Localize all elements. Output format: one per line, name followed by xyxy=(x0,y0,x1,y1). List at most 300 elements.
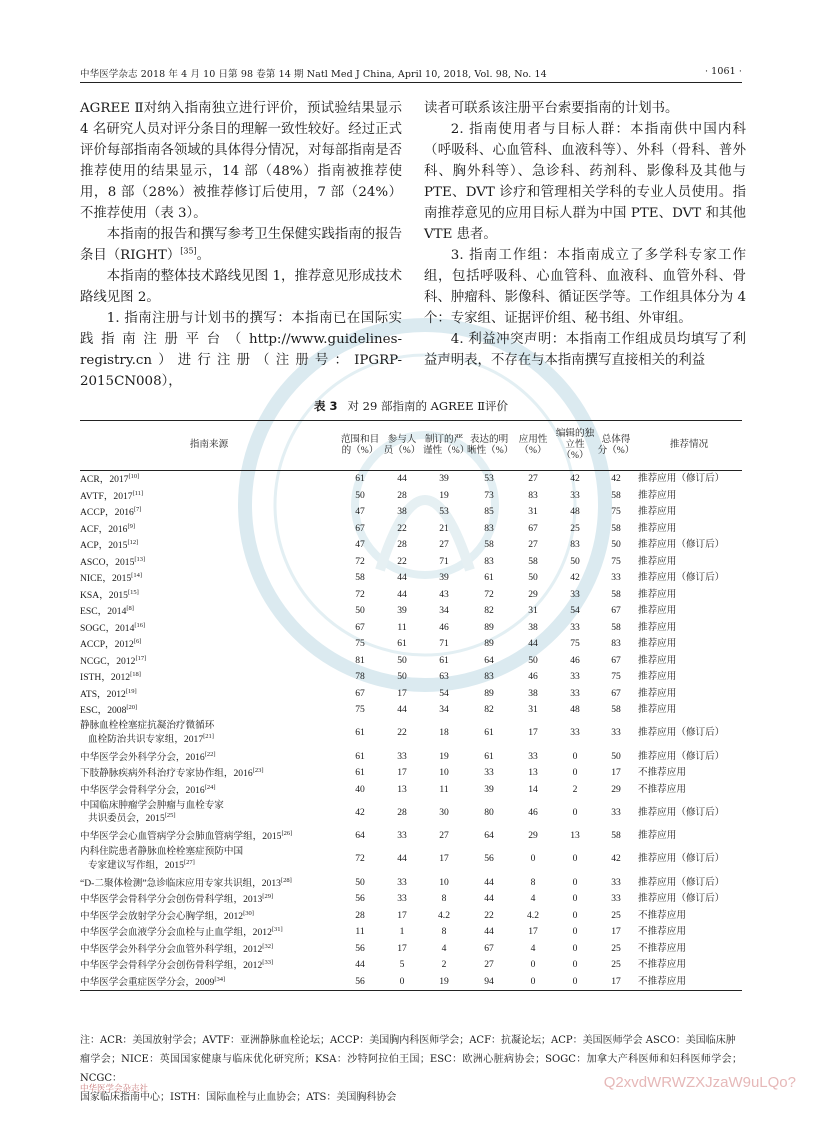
cell-recommendation: 不推荐应用 xyxy=(638,942,686,954)
paragraph: 本指南的整体技术路线见图 1，推荐意见形成技术路线见图 2。 xyxy=(80,269,402,305)
cell-source: 中华医学会骨科学分会创伤骨科学组，2013[29] xyxy=(80,893,274,906)
cell-score: 33 xyxy=(570,489,580,501)
cell-score: 72 xyxy=(484,588,494,600)
cell-source: 中华医学会外科学分会，2016[22] xyxy=(80,750,216,764)
cell-score: 83 xyxy=(484,671,494,682)
cell-score: 27 xyxy=(439,830,449,841)
cell-recommendation: 推荐应用 xyxy=(638,522,677,534)
table-row xyxy=(80,471,742,488)
header-rule xyxy=(80,82,742,83)
cell-score: 22 xyxy=(397,555,407,567)
cell-score: 42 xyxy=(355,806,365,818)
cell-source: 中华医学会重症医学分会，2009[34] xyxy=(80,974,338,991)
cell-score: 50 xyxy=(355,489,365,501)
cell-score: 33 xyxy=(570,687,580,699)
cell-score: 85 xyxy=(484,506,494,517)
cell-source: 中华医学会血液学分会血栓与止血学组，2012[31] xyxy=(80,926,283,939)
table-row xyxy=(80,924,742,941)
cell-score: 33 xyxy=(570,727,580,739)
cell-score: 0 xyxy=(382,974,422,991)
table-row xyxy=(80,875,742,892)
cell-recommendation: 推荐应用 xyxy=(638,605,677,616)
header-applicability: 应用性（%） xyxy=(512,421,554,471)
cell-recommendation: 推荐应用（修订后） xyxy=(638,893,725,904)
table-row xyxy=(80,702,742,719)
cell-score: 58 xyxy=(611,522,621,534)
cell-score: 83 xyxy=(484,555,494,567)
cell-score: 17 xyxy=(397,687,407,699)
cell-score: 83 xyxy=(484,522,494,534)
cell-score: 31 xyxy=(528,506,538,517)
cell-score: 5 xyxy=(399,959,405,970)
cell-score: 8 xyxy=(530,876,536,888)
cell-recommendation: 推荐应用 xyxy=(638,830,677,841)
cell-score: 28 xyxy=(397,806,407,818)
cell-score: 50 xyxy=(355,605,365,616)
table-row xyxy=(80,669,742,686)
cell-score: 18 xyxy=(439,727,449,739)
cell-score: 75 xyxy=(611,555,621,567)
cell-score: 46 xyxy=(439,621,449,633)
cell-score: 19 xyxy=(439,489,449,501)
cell-score: 56 xyxy=(338,974,382,991)
table-row xyxy=(80,653,742,670)
cell-score: 17 xyxy=(611,767,621,778)
cell-score: 83 xyxy=(611,638,621,649)
cell-score: 39 xyxy=(439,473,449,484)
cell-score: 67 xyxy=(355,687,365,699)
cell-score: 56 xyxy=(484,853,494,865)
cell-score: 75 xyxy=(355,638,365,649)
cell-score: 25 xyxy=(611,942,621,954)
cell-source: 中华医学会外科学分会血管外科学组，2012[32] xyxy=(80,942,274,956)
cell-score: 27 xyxy=(528,473,538,484)
cell-score: 0 xyxy=(572,853,578,865)
cell-score: 44 xyxy=(484,893,494,904)
cell-recommendation: 不推荐应用 xyxy=(638,783,686,795)
table-row xyxy=(80,845,742,875)
cell-score: 71 xyxy=(439,555,449,567)
cell-score: 25 xyxy=(570,522,580,534)
cell-score: 33 xyxy=(397,830,407,841)
cell-score: 67 xyxy=(611,687,621,699)
cell-score: 27 xyxy=(439,539,449,550)
cell-recommendation: 不推荐应用 xyxy=(638,959,686,970)
paragraph: 本指南的报告和撰写参考卫生保健实践指南的报告条目（RIGHT）[35]。 xyxy=(80,227,402,263)
table-label: 表 3 xyxy=(313,399,338,413)
cell-score: 4 xyxy=(530,942,536,954)
cell-recommendation: 不推荐应用 xyxy=(638,926,686,937)
cell-score: 61 xyxy=(484,750,494,762)
cell-recommendation: 推荐应用（修订后） xyxy=(638,876,725,888)
cell-score: 61 xyxy=(484,572,494,583)
cell-score: 89 xyxy=(484,687,494,699)
cell-score: 58 xyxy=(611,489,621,501)
cell-score: 33 xyxy=(611,893,621,904)
table-row xyxy=(80,554,742,571)
cell-score: 17 xyxy=(528,727,538,739)
cell-score: 42 xyxy=(611,473,621,484)
cell-score: 11 xyxy=(397,621,407,633)
cell-score: 75 xyxy=(570,638,580,649)
cell-recommendation: 推荐应用（修订后） xyxy=(638,853,725,865)
note-line: 国家临床指南中心；ISTH：国际血栓与止血协会；ATS：美国胸科协会 xyxy=(80,1092,397,1103)
paragraph: 3. 指南工作组：本指南成立了多学科专家工作组，包括呼吸科、心血管科、血液科、血管外科、骨科、肿瘤科、影像科、循证医学等。工作组具体分为 4 个：专家组、证据评价组、秘书组、外审组。 xyxy=(424,248,746,326)
table-row xyxy=(80,719,742,749)
table-caption xyxy=(80,398,742,414)
cell-score: 50 xyxy=(570,555,580,567)
table-row xyxy=(80,686,742,703)
cell-score: 34 xyxy=(439,704,449,715)
cell-recommendation: 推荐应用（修订后） xyxy=(638,727,725,739)
cell-score: 50 xyxy=(528,654,538,666)
cell-score: 0 xyxy=(572,750,578,762)
cell-recommendation: 推荐应用 xyxy=(638,687,677,699)
cell-score: 46 xyxy=(528,671,538,682)
cell-score: 33 xyxy=(484,767,494,778)
cell-score: 82 xyxy=(484,605,494,616)
table-row xyxy=(80,636,742,653)
cell-score: 42 xyxy=(570,473,580,484)
cell-score: 0 xyxy=(572,959,578,970)
cell-score: 33 xyxy=(611,806,621,818)
table-note xyxy=(80,1031,742,1107)
cell-recommendation: 推荐应用 xyxy=(638,704,677,715)
cell-source: 静脉血栓栓塞症抗凝治疗微循环 血栓防治共识专家组，2017[21] xyxy=(80,720,215,746)
table-row xyxy=(80,537,742,554)
note-line: 注：ACR：美国放射学会；AVTF：亚洲静脉血栓论坛；ACCP：美国胸内科医师学会；ACF：抗凝论坛；ACP：美国医师学会 ASCO：美国临床肿 xyxy=(80,1035,736,1046)
cell-score: 27 xyxy=(528,539,538,550)
cell-score: 58 xyxy=(611,830,621,841)
cell-score: 13 xyxy=(528,767,538,778)
publisher-logo: 中华医学会杂志社 xyxy=(80,1084,149,1094)
cell-recommendation: 推荐应用 xyxy=(638,638,677,649)
cell-score: 44 xyxy=(397,704,407,715)
cell-score: 4 xyxy=(441,942,447,954)
cell-score: 34 xyxy=(439,605,449,616)
table-row xyxy=(80,908,742,925)
cell-source: ACP，2015[12] xyxy=(80,539,139,552)
cell-score: 75 xyxy=(355,704,365,715)
cell-score: 27 xyxy=(484,959,494,970)
cell-score: 28 xyxy=(397,489,407,501)
cell-recommendation: 推荐应用 xyxy=(638,654,677,666)
cell-score: 0 xyxy=(530,959,536,970)
cell-source: “D-二聚体检测”急诊临床应用专家共识组，2013[28] xyxy=(80,876,292,890)
cell-score: 28 xyxy=(355,909,365,921)
cell-recommendation: 推荐应用 xyxy=(638,555,677,567)
cell-score: 75 xyxy=(611,506,621,517)
cell-score: 50 xyxy=(355,876,365,888)
cell-source: KSA，2015[15] xyxy=(80,588,139,602)
cell-score: 63 xyxy=(439,671,449,682)
cell-recommendation: 推荐应用 xyxy=(638,621,677,633)
cell-source: ACCP，2016[7] xyxy=(80,506,142,519)
cell-score: 71 xyxy=(439,638,449,649)
paragraph: 读者可联系该注册平台索要指南的计划书。 xyxy=(424,101,679,116)
cell-score: 61 xyxy=(397,638,407,649)
cell-source: ACF，2016[9] xyxy=(80,522,136,536)
cell-recommendation: 推荐应用（修订后） xyxy=(638,750,725,762)
cell-score: 2 xyxy=(572,783,578,795)
journal-header: 中华医学杂志 2018 年 4 月 10 日第 98 卷第 14 期 Natl Med J China, April 10, 2018, Vol. 98, No. 14 xyxy=(80,69,547,80)
paragraph: AGREE Ⅱ对纳入指南独立进行评价，预试验结果显示 4 名研究人员对评分条目的理解一致性较好。经过正式评价每部指南各领域的具体得分情况，对每部指南是否推荐使用的结果显示，14 部（48%）指南被推荐使用，8 部（28%）被推荐修订后使用，7 部（24%）不推荐使用（表 3）。 xyxy=(80,101,402,221)
cell-score: 22 xyxy=(397,522,407,534)
cell-score: 0 xyxy=(572,893,578,904)
cell-score: 67 xyxy=(355,522,365,534)
cell-source: AVTF，2017[11] xyxy=(80,489,144,503)
cell-recommendation: 不推荐应用 xyxy=(638,909,686,921)
cell-score: 0 xyxy=(530,853,536,865)
cell-source: SOGC，2014[16] xyxy=(80,621,146,635)
cell-score: 42 xyxy=(570,572,580,583)
cell-score: 58 xyxy=(611,621,621,633)
cell-source: 中华医学会骨科学分会创伤骨科学组，2012[33] xyxy=(80,959,274,972)
cell-score: 50 xyxy=(611,750,621,762)
cell-score: 38 xyxy=(528,687,538,699)
cell-source: 内科住院患者静脉血栓栓塞症预防中国 专家建议写作组，2015[27] xyxy=(80,846,244,872)
cell-score: 10 xyxy=(439,876,449,888)
table-row xyxy=(80,782,742,799)
table-row xyxy=(80,798,742,828)
cell-score: 42 xyxy=(611,853,621,865)
paragraph: 2. 指南使用者与目标人群：本指南供中国内科（呼吸科、心血管科、血液科等）、外科（骨科、普外科、胸外科等）、急诊科、药剂科、影像科及其他与 PTE、DVT 诊疗和管理相关学科的专业人员使用。指南推荐意见的应用目标人群为中国 PTE、DVT 和其他 VTE 患者。 xyxy=(424,122,746,242)
cell-score: 25 xyxy=(611,909,621,921)
cell-score: 0 xyxy=(572,876,578,888)
cell-score: 46 xyxy=(528,806,538,818)
header-clarity: 表达的明晰性（%） xyxy=(466,421,512,471)
cell-score: 29 xyxy=(528,830,538,841)
cell-score: 13 xyxy=(397,783,407,795)
table-row xyxy=(80,891,742,908)
cell-source: NCGC，2012[17] xyxy=(80,654,147,668)
cell-score: 28 xyxy=(397,539,407,550)
cell-score: 31 xyxy=(528,605,538,616)
cell-score: 31 xyxy=(528,704,538,715)
cell-score: 56 xyxy=(355,893,365,904)
cell-score: 8 xyxy=(441,926,447,937)
table-row xyxy=(80,974,742,991)
cell-score: 33 xyxy=(397,893,407,904)
cell-score: 58 xyxy=(484,539,494,550)
cell-score: 8 xyxy=(441,893,447,904)
cell-score: 19 xyxy=(422,974,466,991)
cell-score: 46 xyxy=(570,654,580,666)
cell-score: 17 xyxy=(397,942,407,954)
cell-score: 54 xyxy=(570,605,580,616)
table-row xyxy=(80,828,742,845)
cell-score: 67 xyxy=(484,942,494,954)
cell-recommendation: 推荐应用（修订后） xyxy=(638,572,725,583)
header-overall: 总体得分（%） xyxy=(596,421,636,471)
cell-score: 4.2 xyxy=(527,909,539,921)
cell-score: 53 xyxy=(484,473,494,484)
cell-score: 44 xyxy=(397,572,407,583)
cell-score: 33 xyxy=(528,750,538,762)
cell-score: 0 xyxy=(554,974,596,991)
cell-score: 67 xyxy=(528,522,538,534)
right-column xyxy=(424,98,746,371)
cell-score: 17 xyxy=(397,909,407,921)
cell-score: 33 xyxy=(570,671,580,682)
cell-score: 4 xyxy=(530,893,536,904)
table-row xyxy=(80,587,742,604)
cell-source: 中国临床肿瘤学会肿瘤与血栓专家 共识委员会，2015[25] xyxy=(80,799,224,825)
cell-score: 13 xyxy=(570,830,580,841)
cell-score: 33 xyxy=(570,588,580,600)
cell-score: 61 xyxy=(355,727,365,739)
cell-score: 11 xyxy=(355,926,365,937)
left-column xyxy=(80,98,402,392)
watermark-code: Q2xvdWRWZXJzaW9uLQo? xyxy=(603,1074,796,1091)
table-row xyxy=(80,957,742,974)
cell-score: 1 xyxy=(399,926,405,937)
cell-score: 22 xyxy=(397,727,407,739)
cell-source: 下肢静脉疾病外科治疗专家协作组，2016[23] xyxy=(80,767,264,780)
cell-score: 43 xyxy=(439,588,449,600)
cell-score: 89 xyxy=(484,638,494,649)
cell-recommendation: 推荐应用 xyxy=(638,671,677,682)
cell-score: 83 xyxy=(570,539,580,550)
cell-score: 44 xyxy=(397,473,407,484)
cell-source: ATS，2012[19] xyxy=(80,687,137,701)
cell-score: 39 xyxy=(484,783,494,795)
cell-score: 67 xyxy=(611,605,621,616)
cell-score: 58 xyxy=(528,555,538,567)
cell-score: 38 xyxy=(528,621,538,633)
cell-score: 33 xyxy=(397,876,407,888)
cell-score: 58 xyxy=(611,704,621,715)
cell-score: 17 xyxy=(528,926,538,937)
table-row xyxy=(80,941,742,958)
cell-source: NICE，2015[14] xyxy=(80,572,143,585)
cell-source: ASCO，2015[13] xyxy=(80,555,146,569)
cell-score: 61 xyxy=(484,727,494,739)
header-rigour: 制订的严谨性（%） xyxy=(422,421,466,471)
header-stakeholder: 参与人员（%） xyxy=(382,421,422,471)
cell-score: 47 xyxy=(355,506,365,517)
cell-score: 50 xyxy=(397,671,407,682)
cell-score: 19 xyxy=(439,750,449,762)
paragraph: 4. 利益冲突声明：本指南工作组成员均填写了利益声明表，不存在与本指南撰写直接相关的利益 xyxy=(424,332,746,368)
cell-source: ACR，2017[10] xyxy=(80,473,140,486)
header-recommend: 推荐情况 xyxy=(636,421,742,471)
cell-score: 80 xyxy=(484,806,494,818)
cell-score: 73 xyxy=(484,489,494,501)
cell-score: 44 xyxy=(397,853,407,865)
cell-score: 58 xyxy=(611,588,621,600)
table-row xyxy=(80,504,742,521)
table-title: 对 29 部指南的 AGREE Ⅱ评价 xyxy=(347,399,509,413)
cell-score: 17 xyxy=(611,926,621,937)
cell-score: 0 xyxy=(572,909,578,921)
cell-score: 33 xyxy=(611,572,621,583)
cell-score: 58 xyxy=(355,572,365,583)
cell-source: ACCP，2012[6] xyxy=(80,638,142,651)
cell-score: 75 xyxy=(611,671,621,682)
paragraph: 1. 指南注册与计划书的撰写：本指南已在国际实践指南注册平台（http://www.guidelines-registry.cn）进行注册（注册号：IPGRP-2015CN008）， xyxy=(80,311,402,389)
cell-score: 0 xyxy=(512,974,554,991)
cell-score: 53 xyxy=(439,506,449,517)
table-row xyxy=(80,620,742,637)
cell-score: 50 xyxy=(397,654,407,666)
cell-score: 0 xyxy=(572,767,578,778)
cell-score: 61 xyxy=(355,750,365,762)
cell-score: 47 xyxy=(355,539,365,550)
cell-source: 中华医学会心血管病学分会肺血管病学组，2015[26] xyxy=(80,830,293,843)
table-row xyxy=(80,765,742,782)
cell-score: 44 xyxy=(397,588,407,600)
cell-score: 44 xyxy=(355,959,365,970)
cell-score: 44 xyxy=(484,876,494,888)
cell-score: 17 xyxy=(596,974,636,991)
cell-score: 21 xyxy=(439,522,449,534)
cell-recommendation: 不推荐应用 xyxy=(636,974,742,991)
cell-score: 25 xyxy=(611,959,621,970)
header-scope: 范围和目的（%） xyxy=(338,421,382,471)
cell-score: 78 xyxy=(355,671,365,682)
cell-score: 83 xyxy=(528,489,538,501)
cell-source: 中华医学会放射学分会心胸学组，2012[30] xyxy=(80,909,254,923)
cell-score: 89 xyxy=(484,621,494,633)
cell-score: 61 xyxy=(355,473,365,484)
header-independence: 编辑的独立性（%） xyxy=(554,421,596,471)
cell-score: 82 xyxy=(484,704,494,715)
cell-recommendation: 推荐应用 xyxy=(638,489,677,501)
cell-recommendation: 推荐应用 xyxy=(638,506,677,517)
cell-source: ISTH，2012[18] xyxy=(80,671,141,684)
table-row xyxy=(80,749,742,766)
cell-score: 22 xyxy=(484,909,494,921)
cell-score: 64 xyxy=(355,830,365,841)
cell-score: 17 xyxy=(397,767,407,778)
cell-score: 38 xyxy=(397,506,407,517)
note-line: 瘤学会；NICE：英国国家健康与临床优化研究所；KSA：沙特阿拉伯王国；ESC：欧洲心脏病协会；SOGC：加拿大产科医师和妇科医师学会；NCGC： xyxy=(80,1054,742,1084)
cell-score: 50 xyxy=(528,572,538,583)
cell-score: 64 xyxy=(484,654,494,666)
cell-score: 30 xyxy=(439,806,449,818)
cell-score: 44 xyxy=(528,638,538,649)
cell-score: 61 xyxy=(439,654,449,666)
header-source: 指南来源 xyxy=(80,421,338,471)
cell-score: 0 xyxy=(572,926,578,937)
table-row xyxy=(80,570,742,587)
cell-recommendation: 推荐应用 xyxy=(638,588,677,600)
table-header-row xyxy=(80,421,742,471)
cell-recommendation: 不推荐应用 xyxy=(638,767,686,778)
cell-score: 48 xyxy=(570,704,580,715)
cell-score: 72 xyxy=(355,555,365,567)
cell-score: 48 xyxy=(570,506,580,517)
cell-recommendation: 推荐应用（修订后） xyxy=(638,806,725,818)
cell-score: 39 xyxy=(439,572,449,583)
cell-score: 29 xyxy=(528,588,538,600)
cell-score: 2 xyxy=(441,959,447,970)
cell-score: 67 xyxy=(355,621,365,633)
cell-score: 29 xyxy=(611,783,621,795)
cell-score: 33 xyxy=(611,876,621,888)
cell-score: 40 xyxy=(355,783,365,795)
cell-source: 中华医学会骨科学分会，2016[24] xyxy=(80,783,216,797)
cell-score: 33 xyxy=(570,621,580,633)
cell-score: 4.2 xyxy=(438,909,450,921)
table-row xyxy=(80,488,742,505)
cell-score: 10 xyxy=(439,767,449,778)
cell-score: 11 xyxy=(439,783,449,795)
running-header xyxy=(80,66,742,80)
cell-score: 50 xyxy=(611,539,621,550)
cell-score: 14 xyxy=(528,783,538,795)
